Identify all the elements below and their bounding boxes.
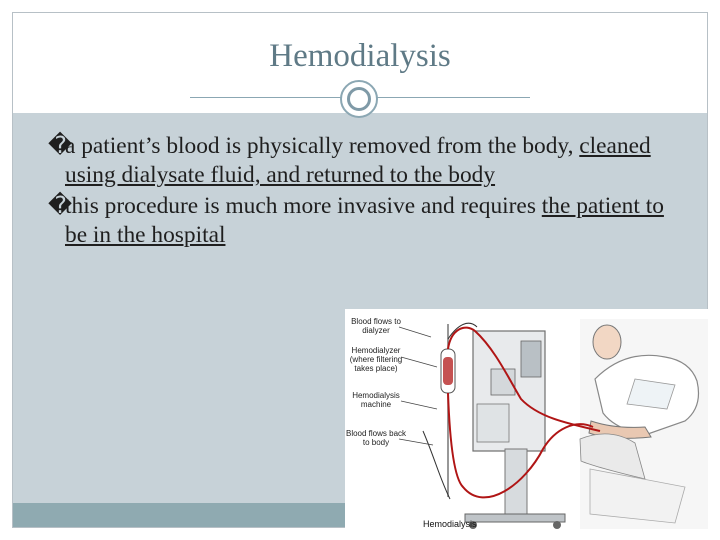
- label-blood-back-to-body: Blood flows back to body: [345, 429, 407, 447]
- bullet-marker-icon: �: [48, 193, 72, 219]
- machine-lower-panel: [477, 404, 509, 442]
- dialyzer-blood: [443, 357, 453, 385]
- label-hemodialysis-machine: Hemodialysis machine: [352, 391, 400, 409]
- illustration-caption: Hemodialysis: [423, 519, 477, 529]
- bullet-marker-icon: �: [48, 133, 72, 159]
- label-hemodialyzer: Hemodialyzer (where filtering takes place): [349, 346, 403, 373]
- title-circle-inner: [347, 87, 371, 111]
- slide-title: Hemodialysis: [269, 38, 451, 74]
- bullet-item-1: [48, 132, 678, 190]
- bullet-item-2: [48, 192, 678, 250]
- bullet-list: [48, 132, 678, 252]
- patient-head: [593, 325, 621, 359]
- machine-display-panel: [521, 341, 541, 377]
- machine-base: [465, 514, 565, 522]
- tubing-line: [423, 431, 450, 499]
- title-circle-ornament: [340, 80, 378, 118]
- bullet-2-underlined-text: the patient to be in the hospital: [65, 193, 664, 248]
- hemodialysis-drawing: [345, 309, 708, 532]
- bullet-2-text: this procedure is much more invasive and requires: [65, 193, 542, 219]
- bullet-1-text: a patient’s blood is physically removed from the body,: [65, 133, 580, 159]
- wheel: [553, 521, 561, 529]
- hemodialysis-illustration: [345, 309, 708, 532]
- bullet-1-underlined-text: cleaned using dialysate fluid, and returned to the body: [65, 133, 651, 188]
- label-blood-to-dialyzer: Blood flows to dialyzer: [351, 317, 401, 335]
